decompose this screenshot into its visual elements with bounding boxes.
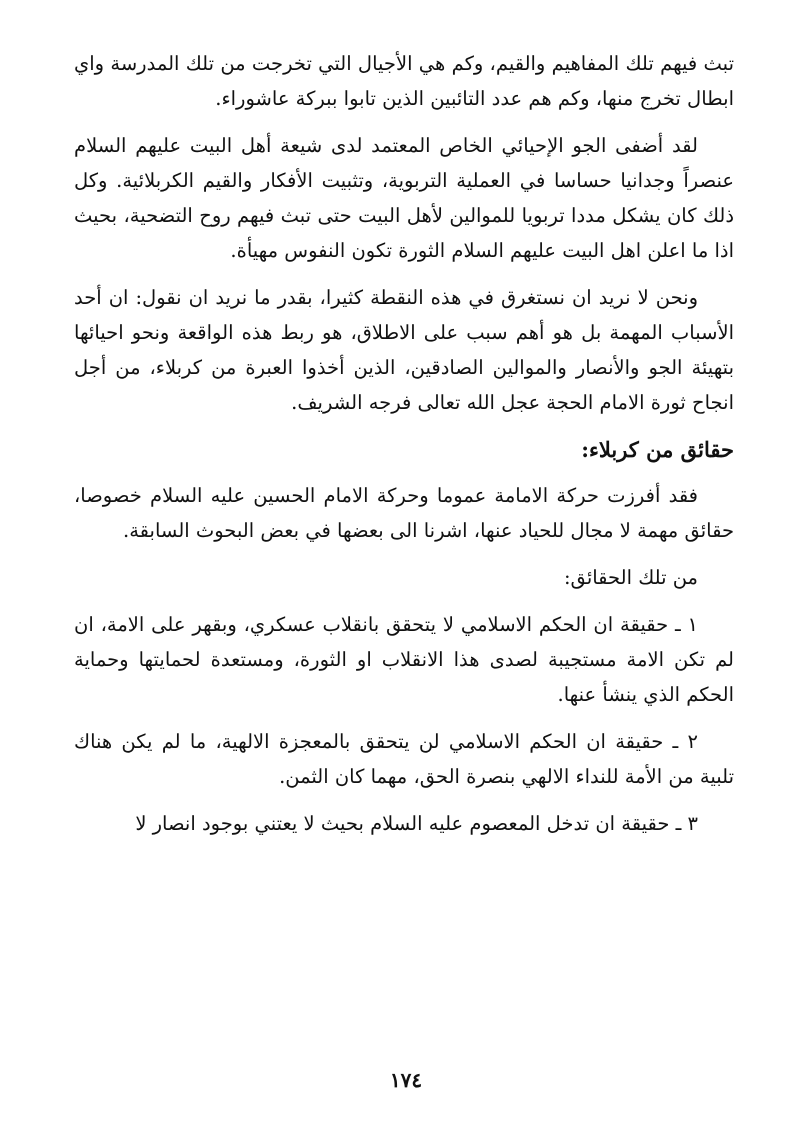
paragraph-1: تبث فيهم تلك المفاهيم والقيم، وكم هي الأجيال التي تخرجت من تلك المدرسة واي ابطال تخرج منها، وكم هم عدد التائبين الذين تابوا ببركة عاشوراء. (74, 52, 734, 110)
list-item-3: ٣ ـ حقيقة ان تدخل المعصوم عليه السلام بحيث لا يعتني بوجود انصار لا (135, 812, 698, 835)
page-number: ١٧٤ (389, 1068, 423, 1092)
section-heading: حقائق من كربلاء: (581, 437, 734, 462)
page-body (74, 46, 734, 853)
paragraph-2: لقد أضفى الجو الإحيائي الخاص المعتمد لدى شيعة أهل البيت عليهم السلام عنصراً وجدانيا حساسا في العملية التربوية، وتثبيت الأفكار والقيم الكربلائية. وكل ذلك كان يشكل مددا تربويا للموالين لأهل البيت حتى تبث فيهم روح التضحية، بحيث اذا ما اعلن اهل البيت عليهم السلام الثورة تكون النفوس مهيأة. (74, 134, 734, 262)
list-item-1: ١ ـ حقيقة ان الحكم الاسلامي لا يتحقق بانقلاب عسكري، وبقهر على الامة، ان لم تكن الامة مستجيبة لصدى هذا الانقلاب او الثورة، ومستعدة لحمايتها وحماية الحكم الذي ينشأ عنها. (74, 613, 734, 706)
paragraph-3: ونحن لا نريد ان نستغرق في هذه النقطة كثيرا، بقدر ما نريد ان نقول: ان أحد الأسباب المهمة بل هو أهم سبب على الاطلاق، هو ربط هذه الواقعة ونحو احيائها بتهيئة الجو والأنصار والموالين الصادقين، الذين أخذوا العبرة من كربلاء، من أجل انجاح ثورة الامام الحجة عجل الله تعالى فرجه الشريف. (74, 286, 734, 414)
list-item-2: ٢ ـ حقيقة ان الحكم الاسلامي لن يتحقق بالمعجزة الالهية، ما لم يكن هناك تلبية من الأمة للنداء الالهي بنصرة الحق، مهما كان الثمن. (74, 730, 734, 788)
paragraph-5: من تلك الحقائق: (563, 566, 698, 589)
paragraph-4: فقد أفرزت حركة الامامة عموما وحركة الامام الحسين عليه السلام خصوصا، حقائق مهمة لا مجال للحياد عنها، اشرنا الى بعضها في بعض البحوث السابقة. (74, 484, 734, 542)
